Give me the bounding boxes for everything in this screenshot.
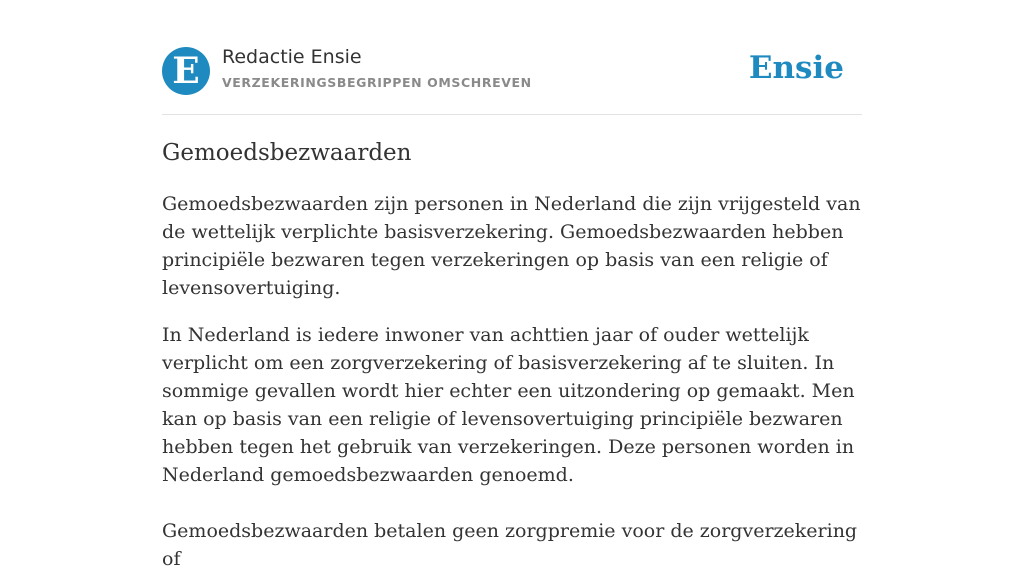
brand-logo[interactable]: Ensie bbox=[748, 50, 844, 86]
author-subtitle: VERZEKERINGSBEGRIPPEN OMSCHREVEN bbox=[222, 75, 532, 90]
article-paragraph-1: Gemoedsbezwaarden zijn personen in Nederland die zijn vrijgesteld van de wettelijk verplichte basisverzekering. Gemoedsbezwaarden hebben principiële bezwaren tegen verzekeringen op basis van een religie of levensovertuiging. bbox=[162, 193, 861, 299]
author-avatar[interactable]: E bbox=[162, 47, 210, 95]
author-name[interactable]: Redactie Ensie bbox=[222, 46, 362, 68]
article-paragraph-2: In Nederland is iedere inwoner van achttien jaar of ouder wettelijk verplicht om een zorgverzekering of basisverzekering af te sluiten. In sommige gevallen wordt hier echter een uitzondering op gemaakt. Men kan op basis van een religie of levensovertuiging principiële bezwaren hebben tegen het gebruik van verzekeringen. Deze personen worden in Nederland gemoedsbezwaarden genoemd. bbox=[162, 324, 855, 486]
article bbox=[162, 136, 862, 573]
article-paragraph-3: Gemoedsbezwaarden betalen geen zorgpremie voor de zorgverzekering of bbox=[162, 520, 858, 570]
header bbox=[162, 46, 862, 115]
article-title: Gemoedsbezwaarden bbox=[162, 140, 412, 166]
